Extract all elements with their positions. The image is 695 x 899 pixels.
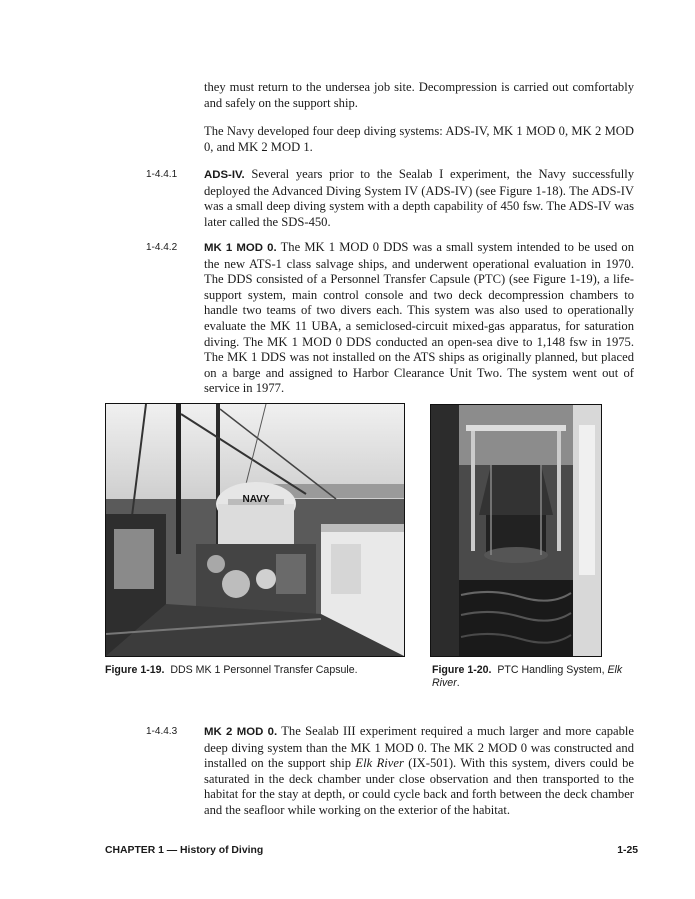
section-number-1: 1-4.4.1: [146, 169, 178, 180]
section-title-ads-iv: ADS-IV.: [204, 169, 245, 181]
section-title-mk2: MK 2 MOD 0.: [204, 726, 278, 738]
section-number-3: 1-4.4.3: [146, 726, 178, 737]
figure-1-20-label: Figure 1-20.: [432, 664, 492, 676]
figure-1-19-caption: [105, 664, 405, 677]
section-paragraph-mk1: [204, 240, 634, 397]
handling-system-photo-illustration: [431, 405, 601, 656]
section-paragraph-ads-iv: [204, 167, 634, 230]
figure-1-19-caption-text: DDS MK 1 Personnel Transfer Capsule.: [170, 664, 358, 676]
footer-page-number: 1-25: [617, 845, 638, 856]
figure-1-20-caption-italic: Elk River: [432, 664, 623, 689]
section-number-2: 1-4.4.2: [146, 242, 178, 253]
figure-1-19-label: Figure 1-19.: [105, 664, 165, 676]
section-paragraph-mk2: [204, 724, 634, 819]
capsule-navy-marking: NAVY: [242, 494, 270, 505]
footer-chapter: CHAPTER 1 — History of Diving: [105, 845, 264, 856]
section-text-mk2-after: (IX-501). With this system, divers could be saturated in the deck chamber under close observation and then transported to the habitat for the stay at depth, or could cycle back and forth between the deck chamber and the seafloor while working on the exterior of the habitat.: [204, 756, 634, 817]
figure-1-20-caption-end: .: [456, 677, 460, 689]
ptc-photo-illustration: [106, 404, 404, 656]
section-text-mk2-ship: Elk River: [355, 756, 404, 771]
figure-1-19-photo: [105, 403, 405, 657]
section-text-mk1: The MK 1 MOD 0 DDS was a small system intended to be used on the new ATS-1 class salvage ships, and underwent operational evaluation in 1970. The DDS consisted of a Personnel Transfer Capsule (PTC) (see Figure 1-19), a life-support system, main control console and two deck decompression chambers to handle two teams of two divers each. This system was also used to operationally evaluate the MK 11 UBA, a semiclosed-circuit mixed-gas apparatus, for saturation diving. The MK 1 MOD 0 DDS conducted an open-sea dive to 1,148 fsw in 1975. The MK 1 DDS was not installed on the ATS ships as originally planned, but placed on a barge and assigned to Harbor Clearance Unit Two. The system went out of service in 1977.: [204, 240, 635, 396]
figure-1-20-caption: [432, 664, 642, 690]
section-text-ads-iv: Several years prior to the Sealab I experiment, the Navy successfully deployed the Advanced Diving System IV (ADS-IV) (see Figure 1-18). The ADS-IV was a small deep diving system with a depth capability of 450 fsw. The ADS-IV was later called the SDS-450.: [204, 167, 634, 229]
section-title-mk1: MK 1 MOD 0.: [204, 242, 277, 254]
figure-1-20-caption-text: PTC Handling System,: [497, 664, 608, 676]
figure-1-20-photo: [430, 404, 602, 657]
section-text-mk2-before: The Sealab III experiment required a much larger and more capable deep diving system than the MK 1 MOD 0. The MK 2 MOD 0 was constructed and installed on the support ship: [204, 724, 634, 771]
intro-paragraph-2: The Navy developed four deep diving systems: ADS-IV, MK 1 MOD 0, MK 2 MOD 0, and MK 2 MOD 1.: [204, 124, 634, 154]
intro-paragraph-1: they must return to the undersea job site. Decompression is carried out comfortably and safely on the support ship.: [204, 80, 634, 110]
